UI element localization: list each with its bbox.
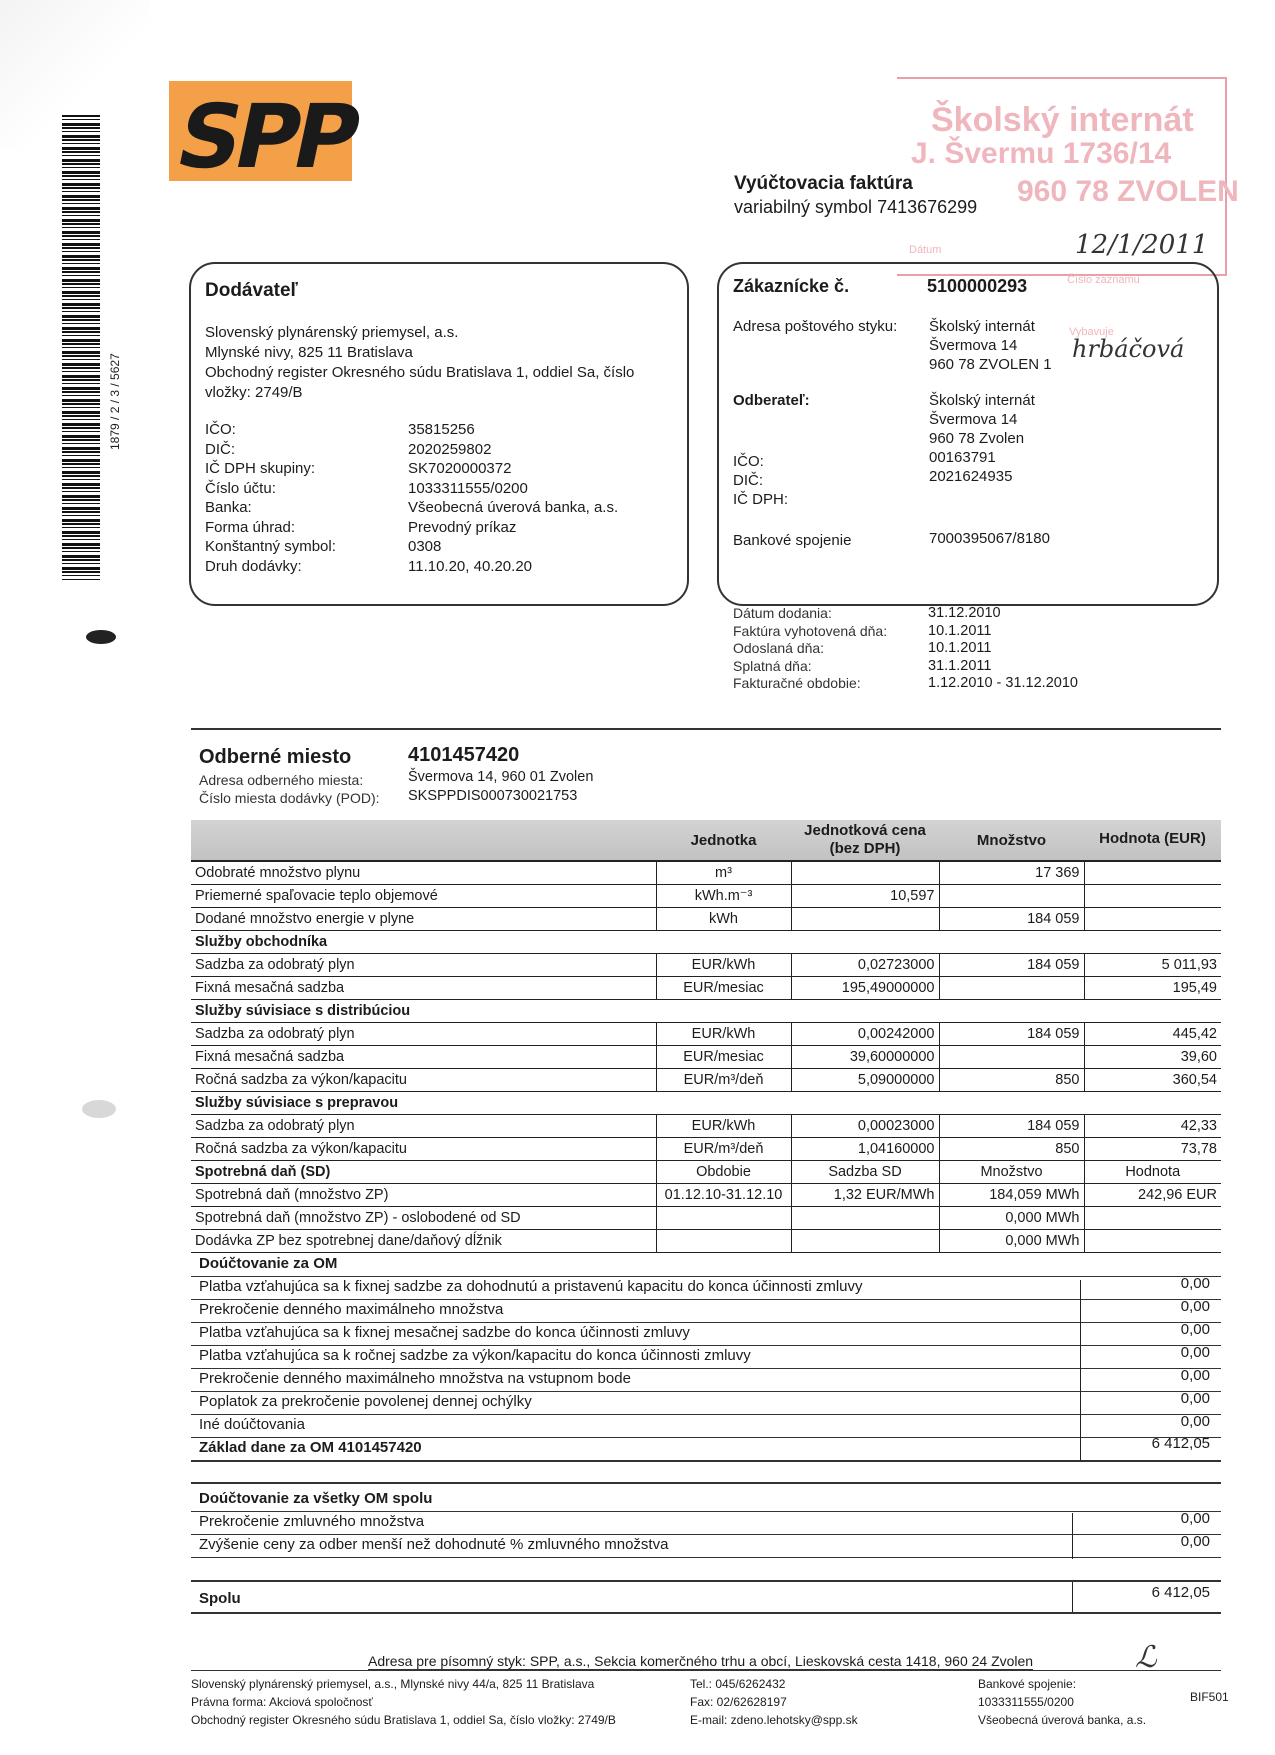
punch-hole-top [86,630,116,644]
date-value: 31.12.2010 [928,605,1001,621]
row-value: 39,60 [1084,1046,1221,1069]
row-unit: EUR/kWh [656,1115,791,1138]
row-qty: 0,000 MWh [939,1230,1084,1253]
row-price: Sadzba SD [791,1161,939,1184]
supplier-field-value: SK7020000372 [408,460,512,477]
section-row [191,931,1221,954]
punch-hole-bottom [82,1100,116,1118]
row-unit: m³ [656,862,791,885]
supplier-field-label: Forma úhrad: [205,518,296,536]
supplier-field-label: Druh dodávky: [205,557,302,575]
site-pod: SKSPPDIS000730021753 [408,788,578,804]
footer-divider [191,1670,1221,1671]
supplier-field-label: Číslo účtu: [205,479,276,497]
row-qty: 184,059 MWh [939,1184,1084,1207]
stamp-date-label: Dátum [909,244,942,256]
table-row [191,1023,1221,1046]
row-value [1084,908,1221,931]
footer-address: Adresa pre písomný styk: SPP, a.s., Sekcia komerčného trhu a obcí, Lieskovská cesta 1418, 960 24 Zvolen [368,1653,1034,1669]
variable-symbol-value: 7413676299 [877,197,978,217]
handwritten-name: hrbáčová [1072,335,1185,363]
row-value [1084,862,1221,885]
row-value [1084,885,1221,908]
row-unit: EUR/kWh [656,954,791,977]
row-name: Fixná mesačná sadzba [191,977,656,1000]
footer-col2-line: Fax: 02/62628197 [690,1695,787,1709]
row-name: Sadzba za odobratý plyn [191,954,656,977]
site-pod-label: Číslo miesta dodávky (POD): [199,790,380,806]
date-label: Faktúra vyhotovená dňa: [733,622,888,639]
row-unit: Obdobie [656,1161,791,1184]
all-line [191,1534,1221,1535]
row-value: 195,49 [1084,977,1221,1000]
invoice-title: Vyúčtovacia faktúra [734,173,913,194]
row-price: 0,00242000 [791,1023,939,1046]
date-label: Fakturačné obdobie: [733,675,861,691]
row-price [791,1230,939,1253]
row-price: 1,04160000 [791,1138,939,1161]
recipient-line-1: Školský internát [929,392,1035,409]
row-name: Spotrebná daň (množstvo ZP) - oslobodené od SD [191,1207,656,1230]
table-row [191,1046,1221,1069]
row-qty [939,885,1084,908]
footer-col1-line: Slovenský plynárenský priemysel, a.s., Mlynské nivy 44/a, 825 11 Bratislava [191,1677,595,1691]
row-qty: 184 059 [939,1023,1084,1046]
date-value: 10.1.2011 [928,640,992,656]
spp-logo: SPP [169,81,352,181]
row-unit: EUR/m³/deň [656,1138,791,1161]
postal-address-label: Adresa poštového styku: [733,318,898,335]
customer-dic-label: DIČ: [733,472,763,489]
row-name: Dodané množstvo energie v plyne [191,908,656,931]
site-address: Švermova 14, 960 01 Zvolen [408,769,594,785]
supplier-field-label: DIČ: [205,440,235,458]
settlement-line [191,1391,1221,1392]
row-name: Sadzba za odobratý plyn [191,1023,656,1046]
tax-base-value: 6 412,05 [1151,1435,1210,1452]
tax-base-label: Základ dane za OM 4101457420 [199,1439,422,1456]
row-value: 360,54 [1084,1069,1221,1092]
row-qty: 850 [939,1069,1084,1092]
col-price [791,822,939,858]
row-value: 5 011,93 [1084,954,1221,977]
supplier-name: Slovenský plynárenský priemysel, a.s. [205,324,459,341]
row-price: 39,60000000 [791,1046,939,1069]
row-unit: EUR/mesiac [656,977,791,1000]
settlement-item: Prekročenie denného maximálneho množstva na vstupnom bode [199,1370,631,1387]
row-value: 445,42 [1084,1023,1221,1046]
row-qty: 0,000 MWh [939,1207,1084,1230]
row-name: Ročná sadzba za výkon/kapacitu [191,1138,656,1161]
settlement-item-value: 0,00 [1180,1390,1210,1407]
supplier-field-value: 2020259802 [408,440,492,458]
settlement-line [191,1414,1221,1415]
col-value: Hodnota (EUR) [1099,830,1206,847]
customer-ico: 00163791 [929,449,996,466]
customer-icdph-label: IČ DPH: [733,491,789,508]
customer-number: 5100000293 [927,276,1028,296]
settlement-item-value: 0,00 [1180,1321,1210,1338]
all-heading: Doúčtovanie za všetky OM spolu [199,1490,433,1507]
site-number: 4101457420 [408,744,520,766]
row-value: 73,78 [1084,1138,1221,1161]
section-title: Služby obchodníka [191,931,1221,954]
row-unit: EUR/m³/deň [656,1069,791,1092]
all-item-value: 0,00 [1180,1533,1210,1550]
total-top-line [191,1580,1221,1582]
all-item: Zvýšenie ceny za odber menší než dohodnuté % zmluvného množstva [199,1536,669,1553]
row-price: 1,32 EUR/MWh [791,1184,939,1207]
footer-col1-line: Právna forma: Akciová spoločnosť [191,1695,373,1709]
settlement-heading: Doúčtovanie za OM [199,1255,338,1272]
table-row [191,1161,1221,1184]
settlement-col-divider [1080,1280,1081,1461]
recipient-line-2: Švermova 14 [929,411,1018,428]
row-value [1084,1207,1221,1230]
table-row [191,862,1221,885]
site-heading: Odberné miesto [199,746,352,768]
row-unit: 01.12.10-31.12.10 [656,1184,791,1207]
settlement-line [191,1322,1221,1323]
supplier-field-value: Prevodný príkaz [408,518,517,536]
date-value: 1.12.2010 - 31.12.2010 [928,675,1078,691]
variable-symbol [734,197,977,218]
all-line [191,1511,1221,1512]
supplier-field-label: Konštantný symbol: [205,538,336,555]
footer-col2-line: E-mail: zdeno.lehotsky@spp.sk [690,1713,858,1727]
row-name: Ročná sadzba za výkon/kapacitu [191,1069,656,1092]
all-col-divider [1072,1513,1073,1559]
row-value [1084,1230,1221,1253]
row-qty [939,1046,1084,1069]
date-label: Odoslaná dňa: [733,640,825,656]
total-label: Spolu [199,1590,241,1607]
row-unit [656,1207,791,1230]
handwritten-date: 12/1/2011 [1075,230,1209,260]
col-price-line-1: Jednotková cena [804,822,926,839]
date-label: Dátum dodania: [733,605,832,621]
settlement-line [191,1299,1221,1300]
row-name: Priemerné spaľovacie teplo objemové [191,885,656,908]
row-name: Dodávka ZP bez spotrebnej dane/daňový dĺžnik [191,1230,656,1253]
col-unit: Jednotka [690,832,757,849]
date-value: 31.1.2011 [928,657,992,674]
date-label: Splatná dňa: [733,657,812,674]
col-price-line-2: (bez DPH) [829,840,901,857]
bank-label: Bankové spojenie [733,532,852,549]
section-title: Služby súvisiace s distribúciou [191,1000,1221,1023]
row-qty [939,977,1084,1000]
postal-line-2: Švermova 14 [929,337,1018,354]
section-row [191,1092,1221,1115]
row-price [791,1207,939,1230]
footer-col2-line: Tel.: 045/6262432 [690,1677,786,1691]
supplier-heading: Dodávateľ [205,280,298,301]
customer-box [717,262,1219,606]
row-price: 5,09000000 [791,1069,939,1092]
supplier-field-label: IČO: [205,421,236,438]
settlement-line [191,1345,1221,1346]
section-title: Služby súvisiace s prepravou [191,1092,1221,1115]
all-line [191,1557,1221,1558]
row-name: Fixná mesačná sadzba [191,1046,656,1069]
row-unit: kWh.m⁻³ [656,885,791,908]
supplier-register: Obchodný register Okresného súdu Bratislava 1, oddiel Sa, číslo [205,364,635,381]
section-row [191,1000,1221,1023]
row-value: 42,33 [1084,1115,1221,1138]
settlement-line [191,1276,1221,1277]
table-row [191,954,1221,977]
stamp-line-3: 960 78 ZVOLEN [1017,175,1239,208]
supplier-box [189,262,689,606]
supplier-field-value: 1033311555/0200 [408,479,528,497]
supplier-register-2: vložky: 2749/B [205,384,303,401]
settlement-line [191,1368,1221,1369]
total-col-divider [1072,1582,1073,1612]
supplier-field-label: IČ DPH skupiny: [205,460,316,477]
settlement-item: Platba vzťahujúca sa k fixnej mesačnej sadzbe do konca účinnosti zmluvy [199,1324,690,1341]
signature: ℒ [1135,1640,1157,1675]
total-value: 6 412,05 [1151,1584,1210,1601]
site-address-label: Adresa odberného miesta: [199,772,364,788]
table-row [191,885,1221,908]
row-qty: 850 [939,1138,1084,1161]
form-code: BIF501 [1190,1690,1229,1704]
stamp-number-label: Číslo záznamu [1067,274,1140,286]
row-name: Sadzba za odobratý plyn [191,1115,656,1138]
row-qty: 184 059 [939,908,1084,931]
row-unit: EUR/mesiac [656,1046,791,1069]
row-value: 242,96 EUR [1084,1184,1221,1207]
table-row [191,977,1221,1000]
customer-ico-label: IČO: [733,453,764,470]
col-qty: Množstvo [976,832,1047,849]
row-price: 10,597 [791,885,939,908]
postal-line-3: 960 78 ZVOLEN 1 [929,356,1052,373]
bank-account: 7000395067/8180 [929,530,1050,547]
customer-dic: 2021624935 [929,468,1013,485]
stamp-line-2: J. Švermu 1736/14 [911,137,1172,170]
tax-base-line [191,1460,1221,1462]
supplier-address: Mlynské nivy, 825 11 Bratislava [205,344,413,361]
settlement-item: Platba vzťahujúca sa k ročnej sadzbe za výkon/kapacitu do konca účinnosti zmluvy [199,1347,751,1364]
row-unit: EUR/kWh [656,1023,791,1046]
row-price: 195,49000000 [791,977,939,1000]
settlement-item: Poplatok za prekročenie povolenej dennej ochýlky [199,1393,532,1410]
table-row [191,1230,1221,1253]
settlement-item-value: 0,00 [1180,1298,1210,1315]
settlement-item-value: 0,00 [1180,1367,1210,1384]
settlement-item-value: 0,00 [1180,1275,1210,1292]
date-value: 10.1.2011 [928,622,992,639]
settlement-item: Prekročenie denného maximálneho množstva [199,1301,504,1318]
row-qty: 184 059 [939,954,1084,977]
barcode [62,115,100,580]
supplier-field-value: Všeobecná úverová banka, a.s. [408,499,619,516]
settlement-item-value: 0,00 [1180,1413,1210,1430]
row-qty: Množstvo [939,1161,1084,1184]
barcode-number: 1879 / 2 / 3 / 5627 [108,353,122,450]
all-item: Prekročenie zmluvného množstva [199,1513,425,1530]
row-value: Hodnota [1084,1161,1221,1184]
table-row [191,1207,1221,1230]
footer-col1-line: Obchodný register Okresného súdu Bratislava 1, oddiel Sa, číslo vložky: 2749/B [191,1713,616,1727]
site-divider [191,728,1221,730]
row-price: 0,00023000 [791,1115,939,1138]
supplier-field-value: 0308 [408,538,442,555]
supplier-field-label: Banka: [205,499,252,516]
row-price: 0,02723000 [791,954,939,977]
row-unit [656,1230,791,1253]
row-qty: 184 059 [939,1115,1084,1138]
table-header [191,820,1221,862]
customer-number-label: Zákaznícke č. [733,276,850,296]
recipient-line-3: 960 78 Zvolen [929,430,1025,447]
footer-col3-line: 1033311555/0200 [978,1695,1074,1709]
footer-col3-line: Všeobecná úverová banka, a.s. [978,1713,1147,1727]
row-name: Spotrebná daň (množstvo ZP) [191,1184,656,1207]
all-item-value: 0,00 [1180,1510,1210,1527]
table-row [191,1069,1221,1092]
supplier-field-value: 11.10.20, 40.20.20 [408,557,532,575]
postal-line-1: Školský internát [929,318,1035,335]
row-name: Spotrebná daň (SD) [191,1161,656,1184]
table-row [191,1184,1221,1207]
row-unit: kWh [656,908,791,931]
row-qty: 17 369 [939,862,1084,885]
table-row [191,1138,1221,1161]
footer-col3-line: Bankové spojenie: [978,1677,1077,1691]
all-top-line [191,1482,1221,1484]
settlement-item: Platba vzťahujúca sa k fixnej sadzbe za dohodnutú a pristavenú kapacitu do konca účinnosti zmluvy [199,1278,863,1295]
recipient-label: Odberateľ: [733,392,810,409]
row-price [791,908,939,931]
row-price [791,862,939,885]
row-name: Odobraté množstvo plynu [191,862,656,885]
variable-symbol-label: variabilný symbol [734,197,873,217]
stamp-handled-label: Vybavuje [1069,326,1114,338]
settlement-item: Iné doúčtovania [199,1416,305,1433]
items-table [191,862,1221,1253]
table-row [191,908,1221,931]
table-row [191,1115,1221,1138]
stamp-line-1: Školský internát [931,101,1194,139]
supplier-field-value: 35815256 [408,421,475,438]
total-bottom-line [191,1612,1221,1614]
settlement-item-value: 0,00 [1180,1344,1210,1361]
